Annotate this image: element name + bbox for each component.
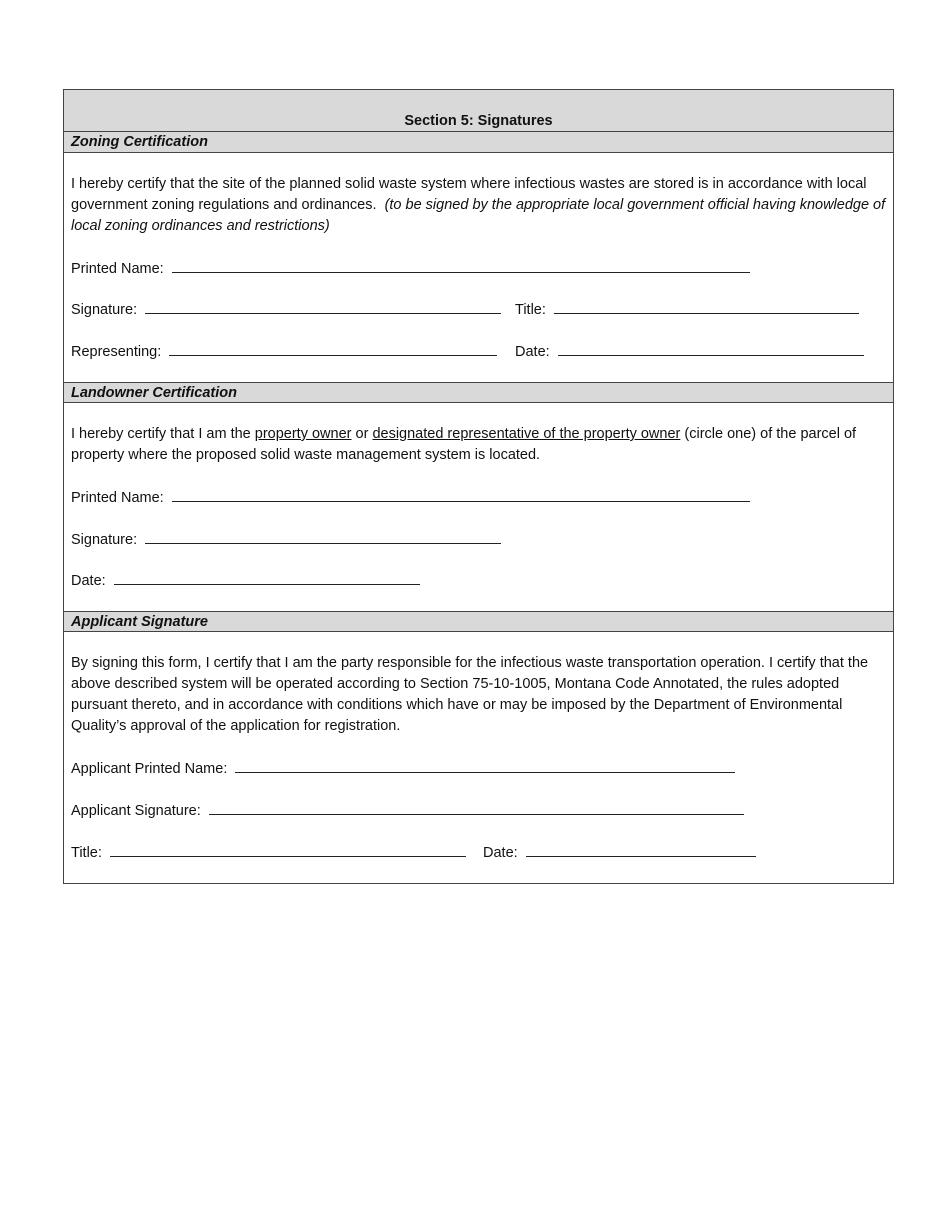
zoning-printed-name-label: Printed Name: (71, 261, 164, 277)
zoning-signature-label: Signature: (71, 302, 138, 318)
applicant-signature-label: Applicant Signature: (71, 803, 201, 819)
zoning-statement-note: (to be signed by the appropriate local government official having knowledge of local zoning ordinances and restrictions) (71, 197, 886, 234)
zoning-representing-field[interactable] (169, 340, 497, 356)
zoning-signature-line (71, 298, 501, 321)
section-title-row (64, 90, 893, 132)
landowner-section (64, 403, 893, 611)
applicant-statement: By signing this form, I certify that I am the party responsible for the infectious waste transportation operation. I certify that the above described system will be operated according to Section 75-10-1005, Montana Code Annotated, the rules adopted pursuant thereto, and in accordance with conditions which have or may be imposed by the Department of Environmental Quality’s approval of the application for registration. (71, 655, 869, 734)
zoning-representing-label: Representing: (71, 344, 162, 360)
zoning-date-label: Date: (515, 344, 550, 360)
zoning-title-line (515, 298, 859, 321)
landowner-date-label: Date: (71, 573, 106, 589)
landowner-printed-name-field[interactable] (172, 486, 750, 502)
zoning-heading: Zoning Certification (64, 132, 893, 153)
applicant-printed-name-line (71, 757, 735, 780)
applicant-printed-name-label: Applicant Printed Name: (71, 761, 228, 777)
landowner-statement (71, 403, 887, 466)
zoning-statement-text: I hereby certify that the site of the planned solid waste system where infectious wastes are stored is in accordance with local government zoning regulations and ordinances. (71, 176, 867, 213)
landowner-signature-field[interactable] (145, 528, 501, 544)
zoning-title-field[interactable] (554, 298, 859, 314)
applicant-signature-field[interactable] (209, 799, 744, 815)
landowner-statement-text-2: (circle one) of the parcel of property where the proposed solid waste management system is located. (71, 426, 857, 463)
zoning-section (64, 153, 893, 382)
zoning-statement (71, 153, 887, 237)
option-designated-representative[interactable]: designated representative of the property owner (372, 426, 681, 442)
applicant-section (64, 632, 893, 883)
applicant-heading: Applicant Signature (64, 611, 893, 632)
landowner-heading: Landowner Certification (64, 382, 893, 403)
zoning-printed-name-line (71, 257, 750, 280)
applicant-date-line (483, 841, 756, 864)
landowner-date-line (71, 569, 420, 592)
applicant-title-field[interactable] (110, 841, 466, 857)
applicant-signature-line (71, 799, 744, 822)
zoning-date-line (515, 340, 864, 363)
landowner-date-field[interactable] (114, 569, 420, 585)
zoning-title-label: Title: (515, 302, 546, 318)
applicant-title-label: Title: (71, 845, 102, 861)
zoning-date-field[interactable] (558, 340, 864, 356)
signatures-form (63, 89, 894, 884)
landowner-statement-or: or (355, 426, 369, 442)
landowner-printed-name-label: Printed Name: (71, 490, 164, 506)
section-title: Section 5: Signatures (404, 113, 553, 129)
landowner-statement-text-1: I hereby certify that I am the (71, 426, 251, 442)
landowner-signature-label: Signature: (71, 532, 138, 548)
landowner-printed-name-line (71, 486, 750, 509)
applicant-printed-name-field[interactable] (235, 757, 735, 773)
applicant-title-line (71, 841, 466, 864)
applicant-date-field[interactable] (526, 841, 756, 857)
applicant-date-label: Date: (483, 845, 518, 861)
landowner-signature-line (71, 528, 501, 551)
option-property-owner[interactable]: property owner (254, 426, 352, 442)
zoning-representing-line (71, 340, 497, 363)
zoning-signature-field[interactable] (145, 298, 501, 314)
zoning-printed-name-field[interactable] (172, 257, 750, 273)
